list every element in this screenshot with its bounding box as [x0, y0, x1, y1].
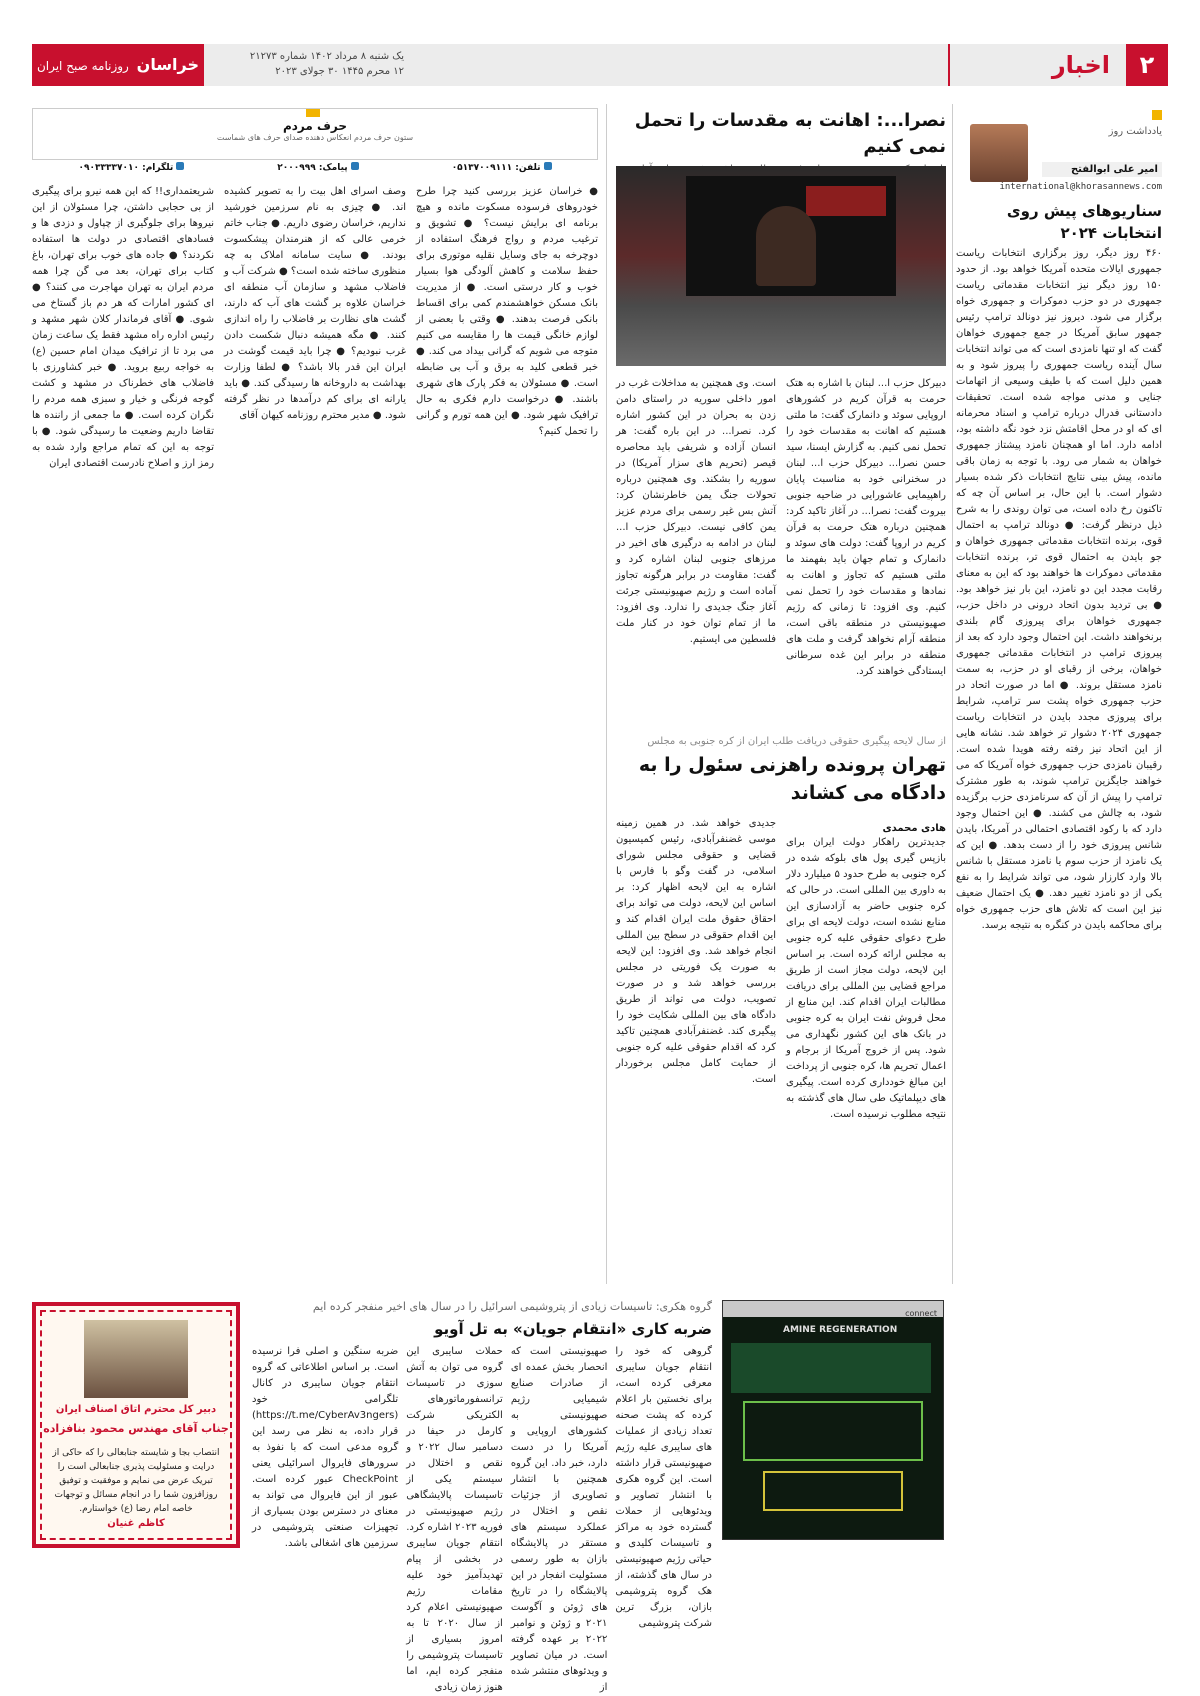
yellow-marker-icon: [1152, 110, 1162, 120]
news-article-nasrallah: [616, 104, 946, 704]
screen-title: AMINE REGENERATION: [783, 1325, 898, 1335]
article-title[interactable]: نصرا...: اهانت به مقدسات را تحمل نمی کنیم: [634, 110, 946, 157]
screen-toolbar: [723, 1301, 943, 1317]
voices-column: ● خراسان عزیز بررسی کنید چرا طرح خودروهای فرسوده مسکوت مانده و هیچ برنامه ای برایش نیست؟ ● تشویق و ترغیب مردم و رواج فرهنگ استفاده از دوچرخه به جای وسایل نقلیه موتوری برای حفظ سلامت و کاهش آلودگی هوا بسیار خوب و کار درستی است. ● از مدیریت بانک مسکن خواهشمندم کمی برای اقساط بانکی فرصت بدهند. ● وقتی با بعضی از لوازم خانگی قیمت ها را مقایسه می کنیم متوجه می شویم که گرانی بیداد می کند. ● خبر قطعی کلید به برق و آب بی ضابطه است. ● مسئولان به فکر پارک های شهری باشند. ● درخواست دارم فکری به حال ترافیک شهر شود. ● این همه تورم و گرانی را تحمل کنیم؟: [416, 186, 598, 437]
sms-contact[interactable]: [277, 162, 358, 178]
column-divider: [606, 104, 607, 1284]
screen-tab-label: connect: [905, 1309, 937, 1318]
section-title-box: [32, 108, 598, 160]
column-divider: [952, 104, 953, 1284]
telegram-label: تلگرام:: [142, 163, 174, 173]
section-title: اخبار: [948, 44, 1120, 86]
yellow-marker-icon: [306, 109, 320, 117]
byline: هادی محمدی: [882, 823, 946, 834]
sms-label: پیامک:: [318, 163, 348, 173]
article-title[interactable]: تهران پرونده راهزنی سئول را به دادگاه می کشاند: [638, 754, 946, 804]
telegram-contact[interactable]: [79, 162, 185, 178]
sms-number: ۲۰۰۰۹۹۹: [277, 163, 316, 173]
news-article-korea: [616, 736, 946, 1296]
column-title: سناریوهای پیش روی انتخابات ۲۰۲۴: [1006, 202, 1162, 242]
section-title: حرف مردم: [282, 119, 348, 133]
speaker-figure: [756, 206, 816, 286]
phone-label: تلفن:: [515, 163, 541, 173]
ad-recipient: جناب آقای مهندس محمود بنافزاده: [43, 1422, 229, 1435]
article-column: دبیرکل حزب ا... لبنان با اشاره به هتک حرمت به قرآن کریم در کشورهای اروپایی سوئد و دانمارک گفت: ما ملتی هستیم که اهانت به مقدسات خود را تحمل نمی کنیم. به گزارش ایسنا، سید حسن نصرا... دبیرکل حزب ا... لبنان در سخنرانی خود به مناسبت پایان راهپیمایی عاشورایی در ضاحیه جنوبی بیروت گفت: نصرا... در آغاز تاکید کرد: همچنین درباره هتک حرمت به قرآن کریم در اروپا گفت: دولت های سوئد و دانمارک و تمام جهان باید بفهمند ما ملتی هستیم که تجاوز و اهانت به نمادها و مقدسات خود را تحمل نمی کنیم. وی افزود: تا زمانی که رژیم صهیونیستی در منطقه باقی است، منطقه آرام نخواهد گرفت و ملت های منطقه در برابر این غده سرطانی ایستادگی خواهند کرد.: [786, 378, 946, 677]
contact-bar: [32, 162, 598, 178]
newspaper-logo: [32, 44, 204, 86]
congratulation-ad: [32, 1302, 240, 1548]
phone-icon: [544, 162, 552, 170]
article-column: جدیدی خواهد شد. در همین زمینه موسی غضنفرآبادی، رئیس کمیسیون قضایی و حقوقی مجلس شورای اسلامی، در گفت وگو با فارس با اشاره به این لایحه اظهار کرد: بر اساس این لایحه، دولت می تواند برای احقاق حقوق ملت ایران اقدام کند و این اقدام حقوقی در سطح بین المللی انجام خواهد شد. وی افزود: این لایحه به صورت یک فوریتی در مجلس بررسی خواهد شد و در صورت تصویب، دولت می تواند از طریق دادگاه های بین المللی شکایت خود را پیگیری کند. غضنفرآبادی همچنین تاکید کرد که اقدام حقوقی علیه کره جنوبی از حمایت کامل مجلس برخوردار است.: [616, 818, 776, 1085]
pipe-shape: [743, 1401, 923, 1461]
ad-heading: دبیر کل محترم اتاق اصناف ایران: [55, 1404, 217, 1415]
author-email[interactable]: international@khorasannews.com: [999, 182, 1162, 192]
banner-shape: [806, 186, 886, 216]
voices-column: شریعتمداری!! که این همه نیرو برای پیگیری از بی حجابی داشتن، چرا مسئولان از این نیروها برای جلوگیری از چپاول و دزدی ها و فسادهای اقتصادی در دولت ها استفاده نکردند؟ ● جاده های خوب برای تهران، باغ کتاب برای تهران، بعد می گن چرا همه مردم ایران به تهران مهاجرت می کنند؟ ● ای کشور امارات که هر دم باز گستاخ می شوی. ● آقای فرماندار کلان شهر مشهد و رئیس اداره راه مشهد فقط یک ساعت زمان می برد تا از ترافیک میدان امام حسین (ع) به خواجه ربیع بروید. ● خبر کشاورزی با فاضلاب های خطرناک در مشهد و کشت گوجه فرنگی و خیار و سبزی همه مردم را نگران کرده است. ● ما جمعی از راننده ها تقاضا داریم وضعیت ما رسیدگی شود. ● با توجه به این که تمام مراجع وارد شده به رمز ارز و اصلاح نادرست اقتصادی ایران: [32, 186, 214, 469]
public-voices-section: [32, 108, 598, 1274]
sms-icon: [351, 162, 359, 170]
date-line-2: ۱۲ محرم ۱۴۴۵ ۳۰ جولای ۲۰۲۳: [275, 66, 404, 77]
author-photo: [970, 124, 1028, 182]
telegram-icon: [176, 162, 184, 170]
phone-number: ۰۵۱۳۷۰۰۹۱۱۱: [451, 163, 513, 173]
pipe-shape: [763, 1471, 903, 1511]
article-kicker: گروه هکری: تاسیسات زیادی از پتروشیمی اسرائیل را در سال های اخیر منفجر کرده ایم: [312, 1300, 712, 1313]
article-column: گروهی که خود را انتقام جویان سایبری معرفی کرده است، برای نخستین بار اعلام کرده که پشت صحنه تعداد زیادی از عملیات های سایبری علیه رژیم صهیونیستی قرار داشته است. این گروه هکری با انتشار تصاویر و ویدئوهایی از حملات گسترده خود به مراکز و تاسیسات کلیدی و حیاتی رژیم صهیونیستی در سال های گذشته، از هک گروه پتروشیمی بازان، بزرگ ترین شرکت پتروشیمی: [615, 1346, 712, 1629]
news-photo: [616, 166, 946, 366]
ad-photo: [84, 1320, 188, 1398]
article-kicker: از سال لایحه پیگیری حقوقی دریافت طلب ایران از کره جنوبی به مجلس: [647, 736, 946, 747]
phone-contact[interactable]: [452, 162, 552, 178]
column-body: ۴۶۰ روز دیگر، روز برگزاری انتخابات ریاست جمهوری ایالات متحده آمریکا خواهد بود. از حدود ۱۵۰ روز دیگر نیز انتخابات مقدماتی ریاست جمهوری در دو حزب دموکرات و جمهوری خواه برگزار می شود. دیروز نیز دونالد ترامپ رئیس جمهور سابق آمریکا در جمع جمهوری خواهان گفت که او تنها نامزدی است که می تواند انتخابات سال آینده ریاست جمهوری را پیروز شود و به همین دلیل است که با طیف وسیعی از اتهامات جنایی و مدنی مواجه شده است. تحقیقات دادستانی فدرال درباره ترامپ و اسناد محرمانه ای که او در محل اقامتش نزد خود نگه داشته بود، ادامه دارد. اما او همچنان نامزد پیشتاز جمهوری خواهان به شمار می رود. با توجه به زمان باقی مانده، پیش بینی نتایج انتخابات ذکر شده بسیار دشوار است. با این حال، بر اساس آن چه که تاکنون رخ داده است، می توان روندی را به شرح ذیل درنظر گرفت: ● دونالد ترامپ به احتمال قوی، برنده انتخابات مقدماتی جمهوری خواهان و جو بایدن به احتمال قوی تر، برنده انتخابات مقدماتی دموکرات ها خواهند بود که این به معنای رقابت مجدد این دو نامزد، این بار نیز خواهد بود. ● بی تردید بدون اتحاد درونی در داخل حزب، جمهوری خواهان برای پیروزی گام بلندی برنخواهند داشت. این احتمال وجود دارد که بعد از پیروزی ترامپ در انتخابات مقدماتی جمهوری خواهان، برخی از رقبای او در حزب، به سمت نامزد مستقل بروند. ● اما در صورت اتحاد در حزب جمهوری خواه پشت سر ترامپ، شرایط برای پیروزی مجدد بایدن در انتخابات ریاست جمهوری ۲۰۲۴ دشوار تر خواهد شد. نشانه هایی از این اتحاد نیز رفته رفته هویدا شده است. رقیبان نامزدی حزب جمهوری خواه آمریکا که می خواهند جایگزین ترامپ شوند، به طور مشترک ترامپ را پیش از آن که سرنامزدی حزب برگزیده شود، به چالش می کشند. ● این احتمال وجود دارد که با رکود اقتصادی احتمالی در آمریکا، بایدن شانس پیروزی خود را از دست بدهد. ● این که یک نامزد از حزب سوم یا نامزد مستقل با شانس بالا وارد کارزار شود، می تواند شرایط را به نفع یکی از دو نامزد تغییر دهد. ● یک احتمال ضعیف نیز این است که تلاش های حزب جمهوری خواه برای محاکمه بایدن در کنگره به نتیجه برسد.: [956, 248, 1162, 931]
author-name: امیر علی ابوالفتح: [1042, 162, 1162, 177]
article-title[interactable]: ضربه کاری «انتقام جویان» به تل آویو: [434, 1320, 712, 1338]
ad-signature: کاظم غنیان: [107, 1518, 165, 1529]
article-column: جدیدترین راهکار دولت ایران برای بازپس گیری پول های بلوکه شده در کره جنوبی به طرح حدود ۵ میلیارد دلار به داوری بین المللی است. در حالی که کره جنوبی حاضر به آزادسازی این منابع نشده است، دولت لایحه ای برای طرح دعوای حقوقی علیه کره جنوبی به مجلس ارائه کرده است. بر اساس این لایحه، دولت مجاز است از طریق مراجع قضایی بین المللی برای دریافت مطالبات ایران اقدام کند. این منابع از محل فروش نفت ایران به کره جنوبی در بانک های این کشور نگهداری می شود. پس از خروج آمریکا از برجام و اعمال تحریم ها، کره جنوبی از پرداخت این مبالغ خودداری کرده است. پیگیری های دیپلماتیک طی سال های گذشته به نتیجه مطلوب نرسیده است.: [786, 837, 947, 1120]
voices-column: وصف اسرای اهل بیت را به تصویر کشیده اند. ● چیزی به نام سرزمین خورشید نداریم، خراسان رضوی داریم. ● جناب خاتم خرمی عالی که از هنرمندان پیشکسوت بودند. ● سایت سامانه املاک به چه منظوری ساخته شده است؟ ● شرکت آب و فاضلاب مشهد و سازمان آب منطقه ای خراسان علاوه بر گشت های آب که دارند، گشت های نظارت بر فاضلاب را راه اندازی کنند. ● مگه همیشه دنبال شکست دادن غرب نبودیم؟ ● چرا باید قیمت گوشت در ایران این قدر بالا باشد؟ ● لطفا وزارت بهداشت به داروخانه ها رسیدگی کند. ● باید یارانه ای برای کم درآمدها در نظر گرفته شود. ● مدیر محترم روزنامه کیهان آقای: [223, 186, 406, 421]
opinion-column: [956, 104, 1168, 1280]
column-kicker: یادداشت روز: [1108, 126, 1162, 137]
hacker-screenshot: [722, 1300, 944, 1540]
ad-message: انتصاب بجا و شایسته جنابعالی را که حاکی از درایت و مسئولیت پذیری جنابعالی است را تبریک عرض می نمایم و موفقیت و توفیق روزافزون شما را در انجام مسائل و توجهات خاصه امام رضا (ع) خواستارم.: [52, 1448, 220, 1514]
page-number: ۲: [1126, 44, 1168, 86]
article-column: حملات سایبری این گروه می توان به آتش سوزی در تاسیسات ترانسفورماتورهای الکتریکی شرکت کارمل در حیفا در دسامبر سال ۲۰۲۲ و نقص و اختلال در سیستم یکی از تاسیسات پالایشگاهی رژیم صهیونیستی در فوریه ۲۰۲۳ اشاره کرد. انتقام جویان سایبری در بخشی از پیام تهدیدآمیز خود علیه مقامات رژیم صهیونیستی اعلام کرد از سال ۲۰۲۰ تا به امروز بسیاری از تاسیسات پتروشیمی را منفجر کرده ایم، اما هنوز زمان زیادی: [406, 1346, 503, 1693]
page-header: [32, 44, 1168, 86]
article-column: است. وی همچنین به مداخلات غرب در امور داخلی سوریه در راستای دامن زدن به بحران در این کشور اشاره کرد. نصرا... در این باره گفت: هر انسان آزاده و شریفی باید محاصره قیصر (تحریم های سزار آمریکا) در سوریه را بشکند. وی همچنین درباره تحولات جنگ یمن خاطرنشان کرد: آتش بس غیر رسمی برای مردم عزیز یمن کافی نیست. دبیرکل حزب ا... لبنان در ادامه به درگیری های اخیر در مرزهای جنوبی لبنان اشاره کرد و گفت: مقاومت در برابر هرگونه تجاوز آماده است و رژیم صهیونیستی جرئت آغاز جنگ جدیدی را ندارد. وی افزود: ما از تمام توان خود در کنار ملت فلسطین می ایستیم.: [616, 378, 776, 645]
news-article-hackers: [251, 1300, 944, 1693]
section-desc: ستون حرف مردم انعکاس دهنده صدای حرف های شماست: [216, 133, 414, 142]
paper-tagline: روزنامه صبح ایران: [36, 59, 129, 73]
issue-date: [214, 49, 404, 79]
panel-shape: [731, 1343, 931, 1393]
date-line-1: یک شنبه ۸ مرداد ۱۴۰۲ شماره ۲۱۲۷۳: [249, 51, 404, 62]
paper-name: خراسان: [136, 55, 200, 74]
article-column: صهیونیستی است که انحصار بخش عمده ای از صادرات صنایع شیمیایی رژیم صهیونیستی به کشورهای اروپایی و آمریکا را در دست دارد، خبر داد. این گروه همچنین با انتشار تصاویری از جزئیات نقص و اختلال در عملکرد سیستم های مستقر در پالایشگاه بازان به طور رسمی مسئولیت انفجار در این پالایشگاه را در تاریخ های ژوئن و آگوست ۲۰۲۱ و ژوئن و نوامبر ۲۰۲۲ بر عهده گرفته است. در میان تصاویر و ویدئوهای منتشر شده از: [510, 1346, 608, 1693]
article-column: ضربه سنگین و اصلی فرا نرسیده است. بر اساس اطلاعاتی که گروه انتقام جویان سایبری در کانال تلگرامی خود (https://t.me/CyberAv3ngers) قرار داده، به نظر می رسد این گروه مدعی است که با نفوذ به سرورهای فایروال اسرائیلی یعنی CheckPoint عبور کرده است. عبور از این فایروال می تواند به معنای در دسترس بودن بسیاری از تجهیزات صنعتی پتروشیمی در سرزمین های اشغالی باشد.: [251, 1346, 399, 1549]
telegram-number: ۰۹۰۳۳۳۳۷۰۱۰: [78, 163, 139, 173]
